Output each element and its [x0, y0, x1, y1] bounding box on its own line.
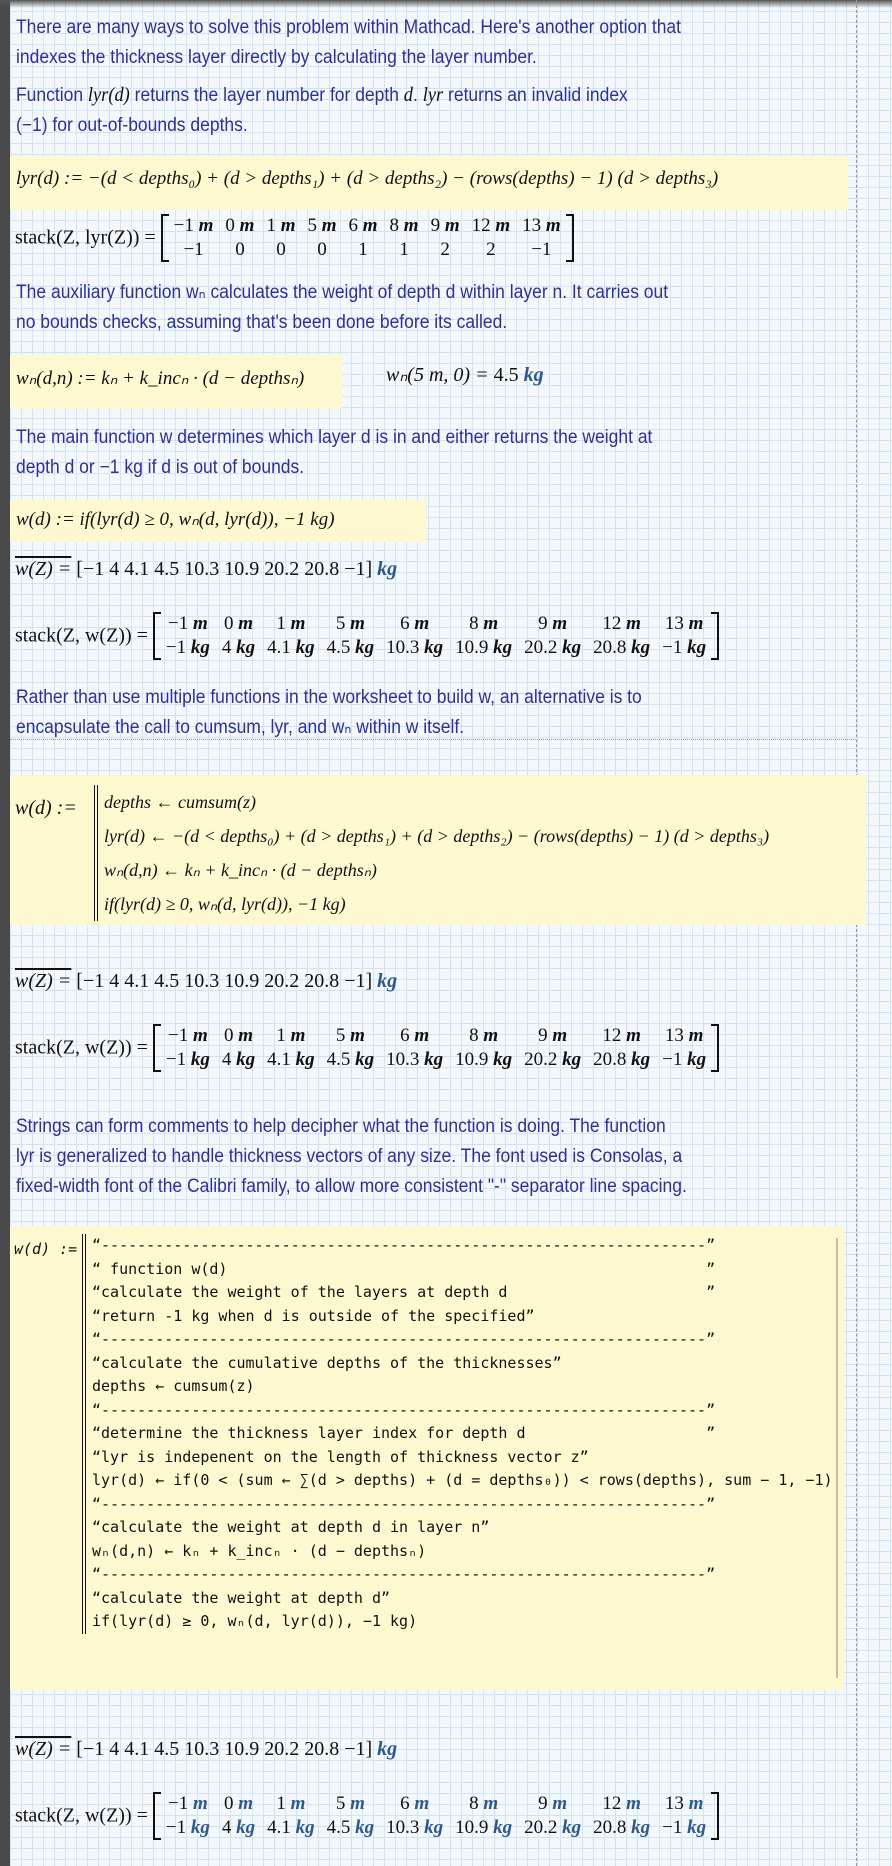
left-margin-strip — [0, 0, 10, 1866]
matrix-cell: −1 kg — [165, 637, 210, 658]
matrix-cell: 9 m — [430, 215, 460, 236]
lyr-description[interactable] — [16, 80, 628, 141]
lyr-desc-text: Function — [16, 85, 88, 106]
program-line: “-------------------------------------------------------------------” — [92, 1494, 716, 1513]
program-line: “calculate the weight at depth d in layer n” — [92, 1518, 490, 1536]
matrix-cell: 10.9 kg — [455, 637, 513, 658]
matrix-cell: 12 m — [602, 1025, 641, 1046]
w-vector-result-2[interactable] — [15, 970, 397, 993]
w-program-block-2[interactable] — [10, 1226, 844, 1690]
w-vec-values-2: [−1 4 4.1 4.5 10.3 10.9 20.2 20.8 −1] kg — [76, 970, 398, 992]
lyr-desc-fn: lyr(d) — [87, 84, 130, 106]
matrix-cell: −1 kg — [165, 1049, 210, 1070]
encap-desc-line-1: Rather than use multiple functions in the worksheet to build w, an alternative is to — [16, 687, 642, 708]
program-line: “-------------------------------------------------------------------” — [92, 1330, 716, 1348]
wn-description[interactable] — [16, 278, 668, 338]
program-line: lyr(d) ← −(d < depths₀) + (d > depths₁) + (d > depths₂) − (rows(depths) − 1) (d > depths₃) — [104, 826, 770, 846]
matrix-cell: 12 m — [602, 1793, 641, 1814]
stack-w-result-3[interactable] — [15, 1792, 719, 1840]
matrix-cell: 13 m — [664, 613, 704, 634]
matrix-cell: 1 — [358, 239, 368, 260]
strings-desc-line-1: Strings can form comments to help decipher what the function is doing. The function — [16, 1116, 666, 1137]
program-line: “return -1 kg when d is outside of the specified” — [92, 1306, 535, 1325]
matrix-cell: 9 m — [538, 1793, 568, 1814]
matrix-cell: 6 m — [348, 215, 378, 236]
matrix-cell: 20.8 kg — [593, 1049, 651, 1070]
matrix-cell: 0 m — [223, 1025, 253, 1046]
w-vec-lhs-3: w(Z) = — [15, 1738, 72, 1760]
program1-body — [94, 785, 769, 921]
program-line: if(lyr(d) ≥ 0, wₙ(d, lyr(d)), −1 kg) — [92, 1612, 418, 1630]
matrix-cell: 8 m — [469, 1025, 499, 1046]
program2-body — [82, 1234, 833, 1634]
program-line: wₙ(d,n) ← kₙ + k_incₙ · (d − depthsₙ) — [104, 860, 377, 880]
intro-line-2: indexes the thickness layer directly by calculating the layer number. — [16, 47, 537, 68]
lyr-desc-var: d — [403, 84, 414, 106]
matrix-cell: 1 m — [276, 1025, 306, 1046]
program1-lhs: w(d) := — [15, 797, 77, 819]
matrix-cell: 0 m — [225, 215, 255, 236]
matrix-cell: 20.8 kg — [593, 1817, 651, 1838]
w-vector-result-1[interactable] — [15, 558, 397, 581]
intro-text[interactable] — [16, 13, 681, 73]
matrix-cell: 8 m — [469, 1793, 499, 1814]
matrix-cell: 4.1 kg — [267, 637, 315, 658]
stack-lyr-matrix — [161, 214, 574, 262]
program-line: depths ← cumsum(z) — [92, 1377, 255, 1395]
matrix-cell: −1 m — [168, 1025, 208, 1046]
right-margin-line — [856, 0, 857, 1866]
stack-w-lhs-2: stack(Z, w(Z)) = — [15, 1036, 148, 1059]
wn-desc-line-1: The auxiliary function wₙ calculates the weight of depth d within layer n. It carries out — [16, 282, 669, 303]
w-definition-expr: w(d) := if(lyr(d) ≥ 0, wₙ(d, lyr(d)), −1 kg) — [16, 509, 335, 530]
matrix-cell: −1 — [183, 239, 204, 260]
program-line: wₙ(d,n) ← kₙ + k_incₙ · (d − depthsₙ) — [92, 1541, 427, 1560]
matrix-cell: −1 m — [173, 215, 214, 236]
stack-w-matrix-2 — [153, 1024, 719, 1072]
matrix-cell: 20.2 kg — [524, 1817, 582, 1838]
matrix-cell: 13 m — [664, 1793, 704, 1814]
stack-w-matrix-3 — [153, 1792, 719, 1840]
top-shadow — [0, 0, 892, 8]
program2-lhs: w(d) := — [14, 1240, 78, 1258]
w-description[interactable] — [16, 423, 652, 483]
matrix-cell: 10.9 kg — [455, 1817, 513, 1838]
matrix-cell: 6 m — [400, 1793, 430, 1814]
wn-definition[interactable] — [10, 355, 342, 409]
matrix-cell: 4 kg — [221, 1049, 256, 1070]
matrix-cell: 5 m — [335, 613, 365, 634]
program-line: depths ← cumsum(z) — [104, 792, 256, 812]
matrix-cell: −1 — [531, 239, 552, 260]
stack-lyr-lhs: stack(Z, lyr(Z)) = — [15, 226, 156, 249]
w-vec-values-3: [−1 4 4.1 4.5 10.3 10.9 20.2 20.8 −1] kg — [76, 1738, 398, 1760]
matrix-cell: 2 — [486, 239, 496, 260]
w-vec-values: [−1 4 4.1 4.5 10.3 10.9 20.2 20.8 −1] kg — [76, 558, 398, 580]
matrix-cell: 20.2 kg — [524, 1049, 582, 1070]
matrix-cell: −1 kg — [662, 1049, 707, 1070]
matrix-cell: 13 m — [664, 1025, 704, 1046]
program-line: if(lyr(d) ≥ 0, wₙ(d, lyr(d)), −1 kg) — [104, 894, 346, 914]
matrix-cell: 4 kg — [221, 1817, 256, 1838]
wn-eval-unit: kg — [523, 364, 544, 386]
matrix-cell: 10.3 kg — [386, 637, 444, 658]
stack-w-lhs-3: stack(Z, w(Z)) = — [15, 1804, 148, 1827]
program-line: “calculate the weight of the layers at depth d ” — [92, 1283, 716, 1301]
matrix-cell: 4.5 kg — [326, 1049, 375, 1070]
matrix-cell: 8 m — [389, 215, 419, 236]
matrix-cell: 10.3 kg — [386, 1817, 444, 1838]
w-desc-line-2: depth d or −1 kg if d is out of bounds. — [16, 457, 305, 478]
matrix-cell: 9 m — [538, 613, 568, 634]
lyr-desc-text-2: returns the layer number for depth — [129, 85, 404, 106]
matrix-cell: 2 — [440, 239, 450, 260]
matrix-cell: 1 m — [276, 1793, 306, 1814]
matrix-cell: −1 kg — [662, 1817, 707, 1838]
matrix-cell: 0 — [276, 239, 286, 260]
matrix-cell: 0 m — [223, 613, 253, 634]
matrix-cell: −1 kg — [662, 637, 707, 658]
encap-desc-line-2: encapsulate the call to cumsum, lyr, and wₙ within w itself. — [16, 717, 465, 738]
matrix-cell: 12 m — [602, 613, 641, 634]
matrix-cell: 6 m — [400, 613, 430, 634]
unit-kg: kg — [377, 970, 398, 992]
stack-lyr-result[interactable] — [15, 214, 574, 262]
wn-eval-lhs: wₙ(5 m, 0) = — [386, 364, 489, 386]
matrix-cell: 12 m — [471, 215, 511, 236]
intro-line-1: There are many ways to solve this problem within Mathcad. Here's another option that — [16, 17, 682, 38]
matrix-cell: 0 — [235, 239, 245, 260]
matrix-cell: 5 m — [307, 215, 337, 236]
wn-eval-value: 4.5 — [493, 364, 519, 386]
w-vec-lhs-2: w(Z) = — [15, 970, 72, 992]
matrix-cell: −1 m — [168, 613, 208, 634]
matrix-cell: 1 m — [266, 215, 296, 236]
strings-desc-line-2: lyr is generalized to handle thickness vectors of any size. The font used is Consolas, a — [16, 1146, 683, 1167]
matrix-cell: 6 m — [400, 1025, 430, 1046]
stack-w-lhs: stack(Z, w(Z)) = — [15, 624, 148, 647]
matrix-cell: −1 kg — [165, 1817, 210, 1838]
stack-w-matrix — [153, 612, 719, 660]
w-definition[interactable] — [10, 500, 426, 542]
matrix-cell: −1 m — [168, 1793, 208, 1814]
matrix-cell: 5 m — [335, 1025, 365, 1046]
stack-w-result-1[interactable] — [15, 612, 719, 660]
matrix-cell: 5 m — [335, 1793, 365, 1814]
matrix-cell: 10.3 kg — [386, 1049, 444, 1070]
lyr-desc-line-2: (−1) for out-of-bounds depths. — [16, 115, 248, 136]
program-line: “-------------------------------------------------------------------” — [92, 1400, 716, 1419]
matrix-cell: 9 m — [538, 1025, 568, 1046]
unit-kg: kg — [377, 1738, 398, 1760]
strings-description[interactable] — [16, 1112, 687, 1202]
w-vec-lhs: w(Z) = — [15, 558, 72, 580]
stack-w-result-2[interactable] — [15, 1024, 719, 1072]
lyr-definition-expr: lyr(d) := −(d < depths₀) + (d > depths₁) + (d > depths₂) − (rows(depths) − 1) (d > depths₃) — [16, 168, 719, 189]
program2-right-border — [836, 1238, 838, 1678]
matrix-cell: 4.5 kg — [326, 1817, 375, 1838]
lyr-definition[interactable] — [10, 156, 848, 210]
matrix-cell: 0 — [317, 239, 327, 260]
program-line: lyr(d) ← if(0 < (sum ← ∑(d > depths) + (d = depths₀)) < rows(depths), sum − 1, −1) — [92, 1471, 833, 1489]
wn-definition-expr: wₙ(d,n) := kₙ + k_incₙ · (d − depthsₙ) — [16, 368, 305, 389]
encapsulate-description[interactable] — [16, 683, 642, 743]
matrix-cell: 20.8 kg — [593, 637, 651, 658]
matrix-cell: 10.9 kg — [455, 1049, 513, 1070]
matrix-cell: 4.5 kg — [326, 637, 375, 658]
matrix-cell: 0 m — [223, 1793, 253, 1814]
w-desc-line-1: The main function w determines which layer d is in and either returns the weight at — [16, 427, 653, 448]
strings-desc-line-3: fixed-width font of the Calibri family, to allow more consistent "-" separator line spacing. — [16, 1176, 687, 1197]
program-line: “calculate the weight at depth d” — [92, 1588, 391, 1607]
w-vector-result-3[interactable] — [15, 1738, 397, 1761]
program-line: “determine the thickness layer index for depth d ” — [92, 1424, 716, 1442]
program-line: “calculate the cumulative depths of the thicknesses” — [92, 1353, 562, 1372]
matrix-cell: 4.1 kg — [267, 1049, 315, 1070]
program-line: “ function w(d) ” — [92, 1259, 716, 1278]
matrix-cell: 4.1 kg — [267, 1817, 315, 1838]
program-line: “-------------------------------------------------------------------” — [92, 1236, 716, 1254]
matrix-cell: 1 — [399, 239, 409, 260]
program-line: “lyr is indepenent on the length of thickness vector z” — [92, 1447, 589, 1466]
matrix-cell: 8 m — [469, 613, 499, 634]
matrix-cell: 13 m — [522, 215, 561, 236]
w-program-block-1[interactable] — [10, 775, 866, 925]
matrix-cell: 4 kg — [221, 637, 256, 658]
program-line: “-------------------------------------------------------------------” — [92, 1565, 716, 1583]
lyr-desc-text-4: returns an invalid index — [443, 85, 628, 106]
lyr-desc-text-3: . — [413, 85, 423, 106]
wn-desc-line-2: no bounds checks, assuming that's been done before its called. — [16, 312, 508, 333]
wn-evaluation[interactable] — [386, 362, 544, 387]
matrix-cell: 20.2 kg — [524, 637, 582, 658]
unit-kg: kg — [377, 558, 398, 580]
lyr-desc-lyr: lyr — [422, 84, 444, 106]
matrix-cell: 1 m — [276, 613, 306, 634]
